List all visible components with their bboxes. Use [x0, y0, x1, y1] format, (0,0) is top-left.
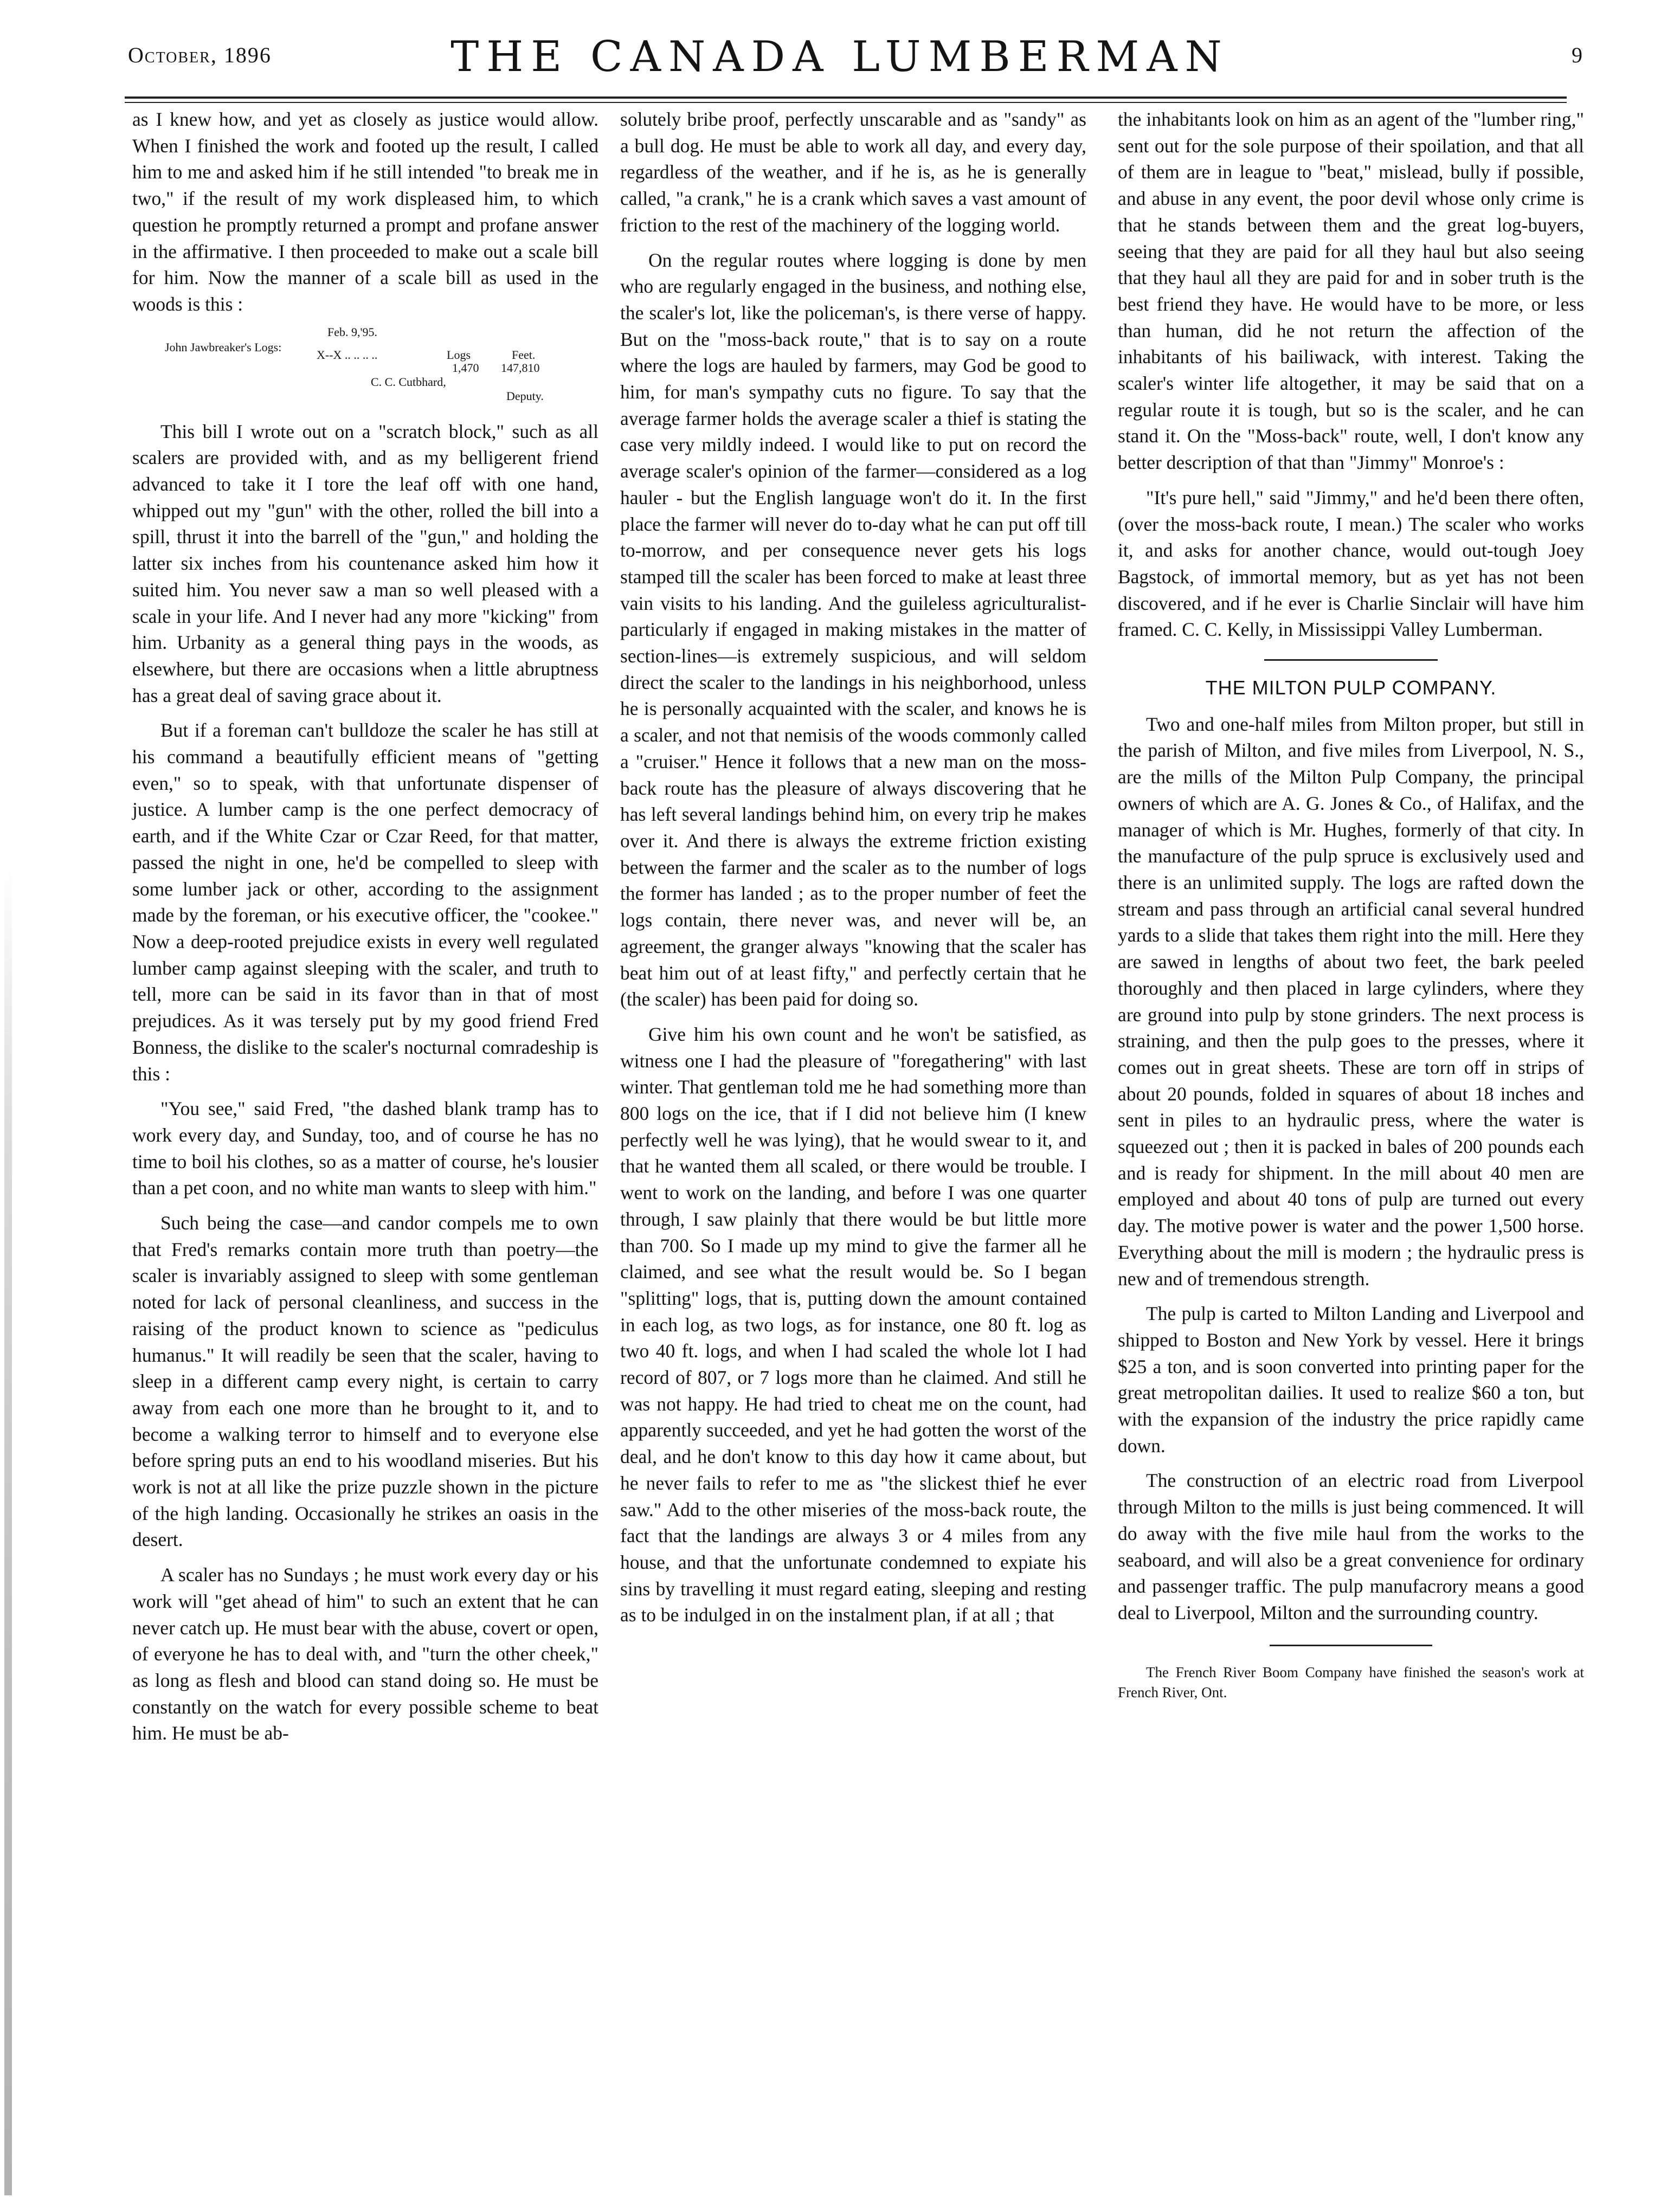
- paragraph: Two and one-half miles from Milton proper, but still in the parish of Milton, and five miles from Liverpool, N. S., are the mills of the Milton Pulp Company, the principal owners of which are A. G. Jones & Co., of Halifax, and the manager of which is Mr. Hughes, formerly of that city. In the manufacture of the pulp spruce is exclusively used and there is an unlimited supply. The logs are rafted down the stream and pass through an artificial canal several hundred yards to a slide that takes them right into the mill. Here they are sawed in lengths of about two feet, the bark peeled thoroughly and then placed in large cylinders, where they are ground into pulp by stone grinders. The next process is straining, and then the pulp goes to the presses, where it comes out in great sheets. These are torn off in strips of about 20 pounds, folded in squares of about 18 inches and sent in piles to an hydraulic press, where the water is squeezed out ; then it is packed in bales of 200 pounds each and is ready for shipment. In the mill about 40 men are employed and about 40 tons of pulp are turned out every day. The motive power is water and the power 1,500 horse. Everything about the mill is modern ; the hydraulic press is new and of tremendous strength.: [1118, 713, 1584, 1290]
- paragraph: On the regular routes where logging is done by men who are regularly engaged in the business, and nothing else, the scaler's lot, like the policeman's, is there verse of happy. But on the "moss-back route," that is to say on a route where the logs are hauled by farmers, may God be good to him, for man's sympathy cuts no figure. To say that the average farmer holds the average scaler a thief is stating the case very mildly indeed. I would like to put on record the average scaler's opinion of the farmer—considered as a log hauler - but the English language won't do it. In the first place the farmer will never do to-day what he can put off till to-morrow, and per consequence never gets his logs stamped till the scaler has been forced to make at least three vain visits to his landing. And the guileless agriculturalist- particularly if engaged in making mistakes in the matter of section-lines—is extremely suspicious, and will seldom direct the scaler to the landings in his neighborhood, unless he is personally acquainted with the scaler, and knows he is a scaler, and not that nemisis of the woods commonly called a "cruiser." Hence it follows that a new man on the moss-back route has the pleasure of always discovering that he has left several landings behind him, on every trip he makes over it. And there is always the extreme friction existing between the farmer and the scaler as to the number of logs the former has landed ; as to the proper number of feet the logs contain, there never was, and never will be, an agreement, the granger always "knowing that the scaler has beat him out of at least fifty," and perfectly certain that he (the scaler) has been paid for doing so.: [620, 249, 1086, 1010]
- masthead-rule-thin: [125, 102, 1567, 103]
- paragraph: as I knew how, and yet as closely as justice would allow. When I finished the work and footed up the result, I called him to me and asked him if he still intended "to break me in two," if the result of my work displeased him, to which question he promptly returned a prompt and profane answer in the affirmative. I then proceeded to make out a scale bill for him. Now the manner of a scale bill as used in the woods is this :: [132, 108, 598, 315]
- scan-edge-shadow: [4, 867, 12, 2195]
- publication-title: THE CANADA LUMBERMAN: [450, 33, 1230, 81]
- page-number: 9: [1572, 43, 1582, 67]
- column-3: [1118, 106, 1584, 1703]
- bill-name: John Jawbreaker's Logs:: [165, 340, 282, 354]
- news-note: The French River Boom Company have finished the season's work at French River, Ont.: [1118, 1664, 1584, 1700]
- bill-mark: X--X .. .. .. ..: [317, 347, 378, 362]
- bill-date: Feb. 9,'95.: [327, 325, 377, 339]
- article-heading: THE MILTON PULP COMPANY.: [1205, 677, 1497, 699]
- bill-feet-label: Feet.: [512, 347, 536, 362]
- paragraph: A scaler has no Sundays ; he must work every day or his work will "get ahead of him" to such an extent that he can never catch up. He must bear with the abuse, covert or open, of everyone he has to deal with, and "turn the other cheek," as long as flesh and blood can stand doing so. He must be constantly on the watch for every possible scheme to beat him. He must be ab-: [132, 1564, 598, 1744]
- masthead: [0, 33, 1680, 98]
- bill-feet-value: 147,810: [501, 360, 540, 375]
- column-2: [620, 106, 1086, 1628]
- masthead-rule: [125, 96, 1567, 99]
- paragraph: solutely bribe proof, perfectly unscarable and as "sandy" as a bull dog. He must be able to work all day, and every day, regardless of the weather, and if he is, as he is generally called, "a crank," he is a crank which saves a vast amount of friction to the rest of the machinery of the logging world.: [620, 108, 1086, 236]
- column-1: [132, 106, 598, 1747]
- issue-date: October, 1896: [128, 43, 272, 67]
- section-divider: [1270, 1645, 1432, 1646]
- paragraph: But if a foreman can't bulldoze the scaler he has still at his command a beautifully efficient means of "getting even," so to speak, with that unfortunate dispenser of justice. A lumber camp is the one perfect democracy of earth, and if the White Czar or Czar Reed, for that matter, passed the night in one, he'd be compelled to sleep with some lumber jack or other, according to the assignment made by the foreman, or his executive officer, the "cookee." Now a deep-rooted prejudice exists in every well regulated lumber camp against sleeping with the scaler, and truth to tell, more can be said in its favor than in that of most prejudices. As it was tersely put by my good friend Fred Bonness, the dislike to the scaler's nocturnal comradeship is this :: [132, 719, 598, 1085]
- paragraph: The pulp is carted to Milton Landing and Liverpool and shipped to Boston and New York by vessel. Here it brings $25 a ton, and is soon converted into printing paper for the great metropolitan dailies. It used to realize $60 a ton, but with the expansion of the industry the price rapidly came down.: [1118, 1303, 1584, 1457]
- paragraph: The construction of an electric road from Liverpool through Milton to the mills is just being commenced. It will do away with the five mile haul from the works to the seaboard, and will also be a great convenience for ordinary and passenger traffic. The pulp manufacrory means a good deal to Liverpool, Milton and the surrounding country.: [1118, 1470, 1584, 1623]
- paragraph: Such being the case—and candor compels me to own that Fred's remarks contain more truth than poetry—the scaler is invariably assigned to sleep with some gentleman noted for lack of personal cleanliness, and success in the raising of the product known to science as "pediculus humanus." It will readily be seen that the scaler, having to sleep in a different camp every night, is certain to carry away from each one more than he brought to it, and to become a walking terror to himself and to everyone else before spring puts an end to his woodland miseries. But his work is not at all like the prize puzzle shown in the picture of the high landing. Occasionally he strikes an oasis in the desert.: [132, 1212, 598, 1551]
- section-divider: [1264, 659, 1438, 661]
- paragraph: Give him his own count and he won't be satisfied, as witness one I had the pleasure of "foregathering" with last winter. That gentleman told me he had something more than 800 logs on the ice, that if I did not believe him (I knew perfectly well he was lying), that he would swear to it, and that he wanted them all scaled, or there would be trouble. I went to work on the landing, and before I was one quarter through, I saw plainly that there would be but little more than 700. So I made up my mind to give the farmer all he claimed, and see what the result would be. So I began "splitting" logs, that is, putting down the amount contained in each log, as two logs, as for instance, one 80 ft. log as two 40 ft. logs, and when I had scaled the whole lot I had record of 807, or 7 logs more than he claimed. And still he was not happy. He had tried to cheat me on the count, had apparently succeeded, and yet he had gotten the worst of the deal, and he don't know to this day how it came about, but he never fails to refer to me as "the slickest thief he ever saw." Add to the other miseries of the moss-back route, the fact that the landings are always 3 or 4 miles from any house, and that the unfortunate condemned to expiate his sins by travelling it must regard eating, sleeping and resting as to be indulged in on the instalment plan, if at all ; that: [620, 1023, 1086, 1626]
- bill-logs-label: Logs: [447, 347, 471, 362]
- bill-logs-value: 1,470: [452, 360, 479, 375]
- bill-signature: C. C. Cutbhard,: [371, 375, 446, 389]
- paragraph: the inhabitants look on him as an agent of the "lumber ring," sent out for the sole purpose of their spoilation, and that all of them are in league to "beat," mislead, bully if possible, and abuse in any event, the poor devil whose only crime is that he stands between them and the great log-buyers, seeing that they are paid for all they haul but also seeing that they haul all they are paid for and in sober truth is the best friend they have. He would have to be more, or less than human, did he not return the affection of the inhabitants of his bailiwack, with interest. Taking the scaler's winter life altogether, it may be said that on a regular route it is tough, but so is the scaler, and he can stand it. On the "Moss-back" route, well, I don't know any better description of that than "Jimmy" Monroe's :: [1118, 108, 1584, 474]
- paragraph: "You see," said Fred, "the dashed blank tramp has to work every day, and Sunday, too, and of course he has no time to boil his clothes, so as a matter of course, he's lousier than a pet coon, and no white man wants to sleep with him.": [132, 1098, 598, 1199]
- scale-bill: [132, 322, 598, 409]
- paragraph: This bill I wrote out on a "scratch block," such as all scalers are provided with, and as my belligerent friend advanced to take it I tore the leaf off with one hand, whipped out my "gun" with the other, rolled the bill into a spill, thrust it into the barrell of the "gun," and holding the latter six inches from his countenance asked him how it suited him. You never saw a man so well pleased with a scale in your life. And I never had any more "kicking" from him. Urbanity as a general thing pays in the woods, as elsewhere, but there are occasions when a little abruptness has a great deal of saving grace about it.: [132, 420, 598, 706]
- paragraph: "It's pure hell," said "Jimmy," and he'd been there often, (over the moss-back route, I mean.) The scaler who works it, and asks for another chance, would out-tough Joey Bagstock, of immortal memory, but as yet has not been discovered, and if he ever is Charlie Sinclair will have him framed. C. C. Kelly, in Mississippi Valley Lumberman.: [1118, 486, 1584, 641]
- bill-signature-title: Deputy.: [506, 389, 544, 403]
